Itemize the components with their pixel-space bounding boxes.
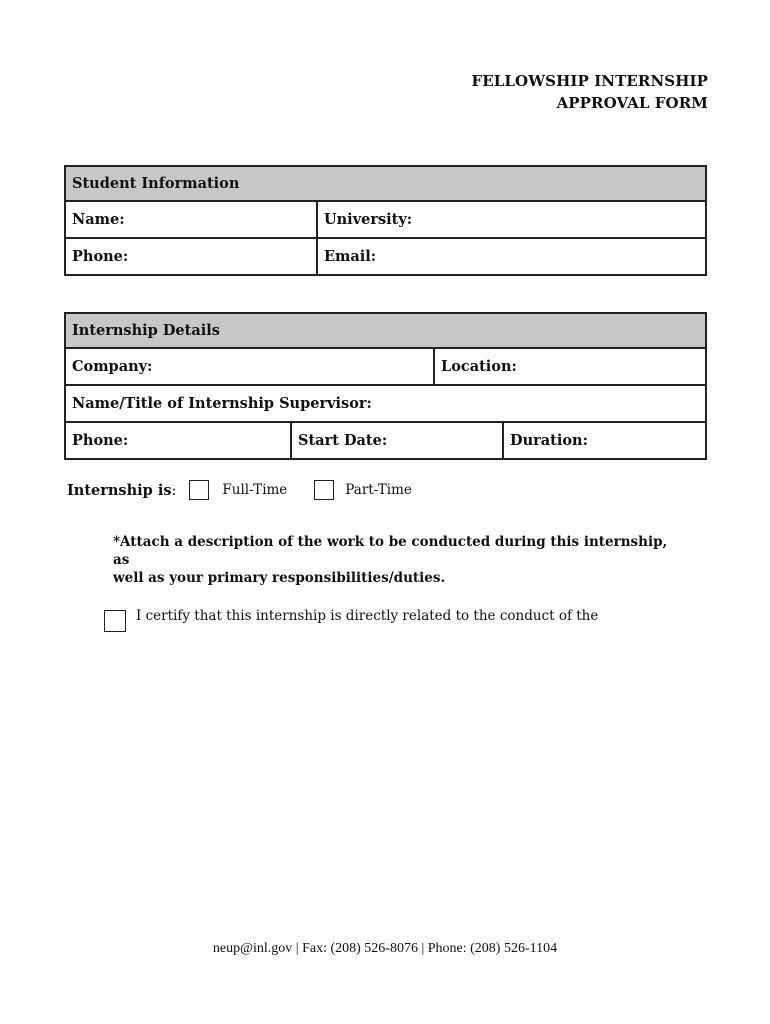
full-time-checkbox[interactable] — [189, 480, 209, 500]
internship-type-row — [67, 478, 412, 502]
internship-details-table — [64, 312, 707, 460]
internship-type-label-text: Internship is — [67, 481, 172, 499]
attachment-note-line-2: well as your primary responsibilities/duties. — [113, 570, 446, 586]
company-field[interactable]: Company: — [65, 348, 434, 385]
start-date-field[interactable]: Start Date: — [291, 422, 503, 459]
student-name-field[interactable]: Name: — [65, 201, 317, 238]
internship-details-heading: Internship Details — [65, 313, 706, 348]
attachment-note-line-1: *Attach a description of the work to be conducted during this internship, as — [113, 534, 668, 568]
internship-type-colon: : — [171, 482, 177, 499]
part-time-label: Part-Time — [345, 482, 412, 498]
certification-checkbox[interactable] — [104, 610, 126, 632]
student-phone-field[interactable]: Phone: — [65, 238, 317, 275]
supervisor-field[interactable]: Name/Title of Internship Supervisor: — [65, 385, 706, 422]
form-title-line-2: APPROVAL FORM — [556, 94, 708, 112]
location-field[interactable]: Location: — [434, 348, 706, 385]
student-information-heading: Student Information — [65, 166, 706, 201]
student-university-field[interactable]: University: — [317, 201, 706, 238]
form-title-line-1: FELLOWSHIP INTERNSHIP — [471, 72, 708, 90]
footer-contact: neup@inl.gov | Fax: (208) 526-8076 | Phone: (208) 526-1104 — [212, 941, 558, 956]
certification-row — [104, 608, 598, 632]
full-time-label: Full-Time — [222, 482, 288, 498]
certification-text: I certify that this internship is directly related to the conduct of the — [136, 608, 599, 624]
duration-field[interactable]: Duration: — [503, 422, 706, 459]
student-information-table — [64, 165, 707, 276]
attachment-note — [113, 533, 673, 587]
student-email-field[interactable]: Email: — [317, 238, 706, 275]
part-time-checkbox[interactable] — [314, 480, 334, 500]
form-title — [471, 70, 708, 114]
internship-phone-field[interactable]: Phone: — [65, 422, 291, 459]
internship-type-label — [67, 482, 176, 499]
